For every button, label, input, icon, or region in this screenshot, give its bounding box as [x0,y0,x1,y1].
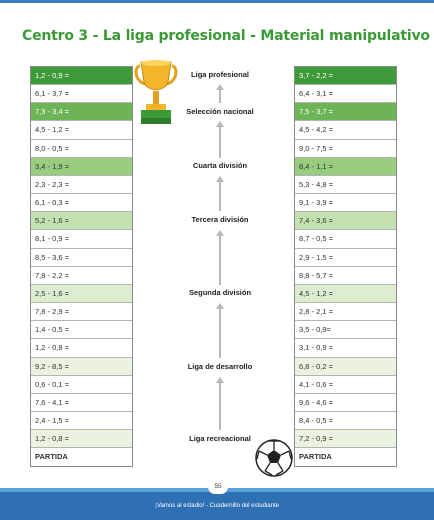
arrow-shaft [219,235,221,285]
left-cell: 6,1 - 3,7 = [31,85,132,103]
right-cell: 7,5 - 3,7 = [295,103,396,121]
left-cell: 7,8 - 2,9 = [31,303,132,321]
left-cell: 7,6 - 4,1 = [31,394,132,412]
level-label: Liga recreacional [189,434,251,443]
footer-text: ¡Vamos al estadio! - Cuadernillo del estudiante [155,503,279,509]
right-start-cell: PARTIDA [299,452,332,462]
arrow-shaft [219,126,221,158]
right-cell: 9,1 - 3,9 = [295,194,396,212]
arrow-shaft [219,181,221,211]
level-label: Selección nacional [186,107,254,116]
level-label: Liga de desarrollo [187,362,253,371]
right-cell: 8,7 - 0,5 = [295,230,396,248]
left-cell: 8,1 - 0,9 = [31,230,132,248]
right-cell: 7,4 - 3,6 = [295,212,396,230]
left-cell: 8,5 - 3,6 = [31,249,132,267]
soccer-ball-icon [254,438,294,478]
left-cell: 5,2 - 1,6 = [31,212,132,230]
level-label: Liga profesional [191,70,249,79]
left-cell: 1,2 - 0,9 = [31,67,132,85]
left-cell: 1,4 - 0,5 = [31,321,132,339]
right-cell: 9,0 - 7,5 = [295,140,396,158]
left-cell: 1,2 - 0,8 = [31,339,132,357]
top-rule [0,0,434,3]
right-cell: 3,1 - 0,9 = [295,339,396,357]
right-cell: 4,1 - 0,6 = [295,376,396,394]
arrow-shaft [219,308,221,358]
left-cell: 7,8 - 2,2 = [31,267,132,285]
right-cell: 2,9 - 1,5 = [295,249,396,267]
right-cell: 8,8 - 5,7 = [295,267,396,285]
right-cell: 3,5 - 0,9= [295,321,396,339]
left-cell: 1,2 - 0,8 = [31,430,132,448]
right-cell: 3,7 - 2,2 = [295,67,396,85]
right-cell: 9,6 - 4,6 = [295,394,396,412]
left-cell: 2,4 - 1,5 = [31,412,132,430]
right-cell: 6,8 - 0,2 = [295,358,396,376]
left-cell: 8,0 - 0,5 = [31,140,132,158]
left-cell: 0,6 - 0,1 = [31,376,132,394]
left-cell: 2,3 - 2,3 = [31,176,132,194]
left-start-cell: PARTIDA [35,452,68,462]
page-title: Centro 3 - La liga profesional - Material manipulativo [22,28,430,44]
left-cell: 3,4 - 1,9 = [31,158,132,176]
left-cell: 4,5 - 1,2 = [31,121,132,139]
level-label: Segunda división [188,288,252,297]
arrow-shaft [219,382,221,430]
left-cell: 6,1 - 0,3 = [31,194,132,212]
right-cell: 6,4 - 3,1 = [295,85,396,103]
left-cell: 7,3 - 3,4 = [31,103,132,121]
right-cell: 4,5 - 4,2 = [295,121,396,139]
level-label: Cuarta división [192,161,248,170]
right-cell: 7,2 - 0,9 = [295,430,396,448]
right-cell: 2,8 - 2,1 = [295,303,396,321]
right-cell: 4,5 - 1,2 = [295,285,396,303]
right-cell: 8,4 - 0,5 = [295,412,396,430]
arrow-shaft [219,89,221,103]
page-number: 55 [208,480,228,494]
left-cell: 2,5 - 1,6 = [31,285,132,303]
right-cell: 8,4 - 1,1 = [295,158,396,176]
level-label: Tercera división [191,215,249,224]
right-cell: 5,3 - 4,8 = [295,176,396,194]
left-cell: 9,2 - 8,5 = [31,358,132,376]
right-operations-column [294,66,397,467]
left-operations-column [30,66,133,467]
